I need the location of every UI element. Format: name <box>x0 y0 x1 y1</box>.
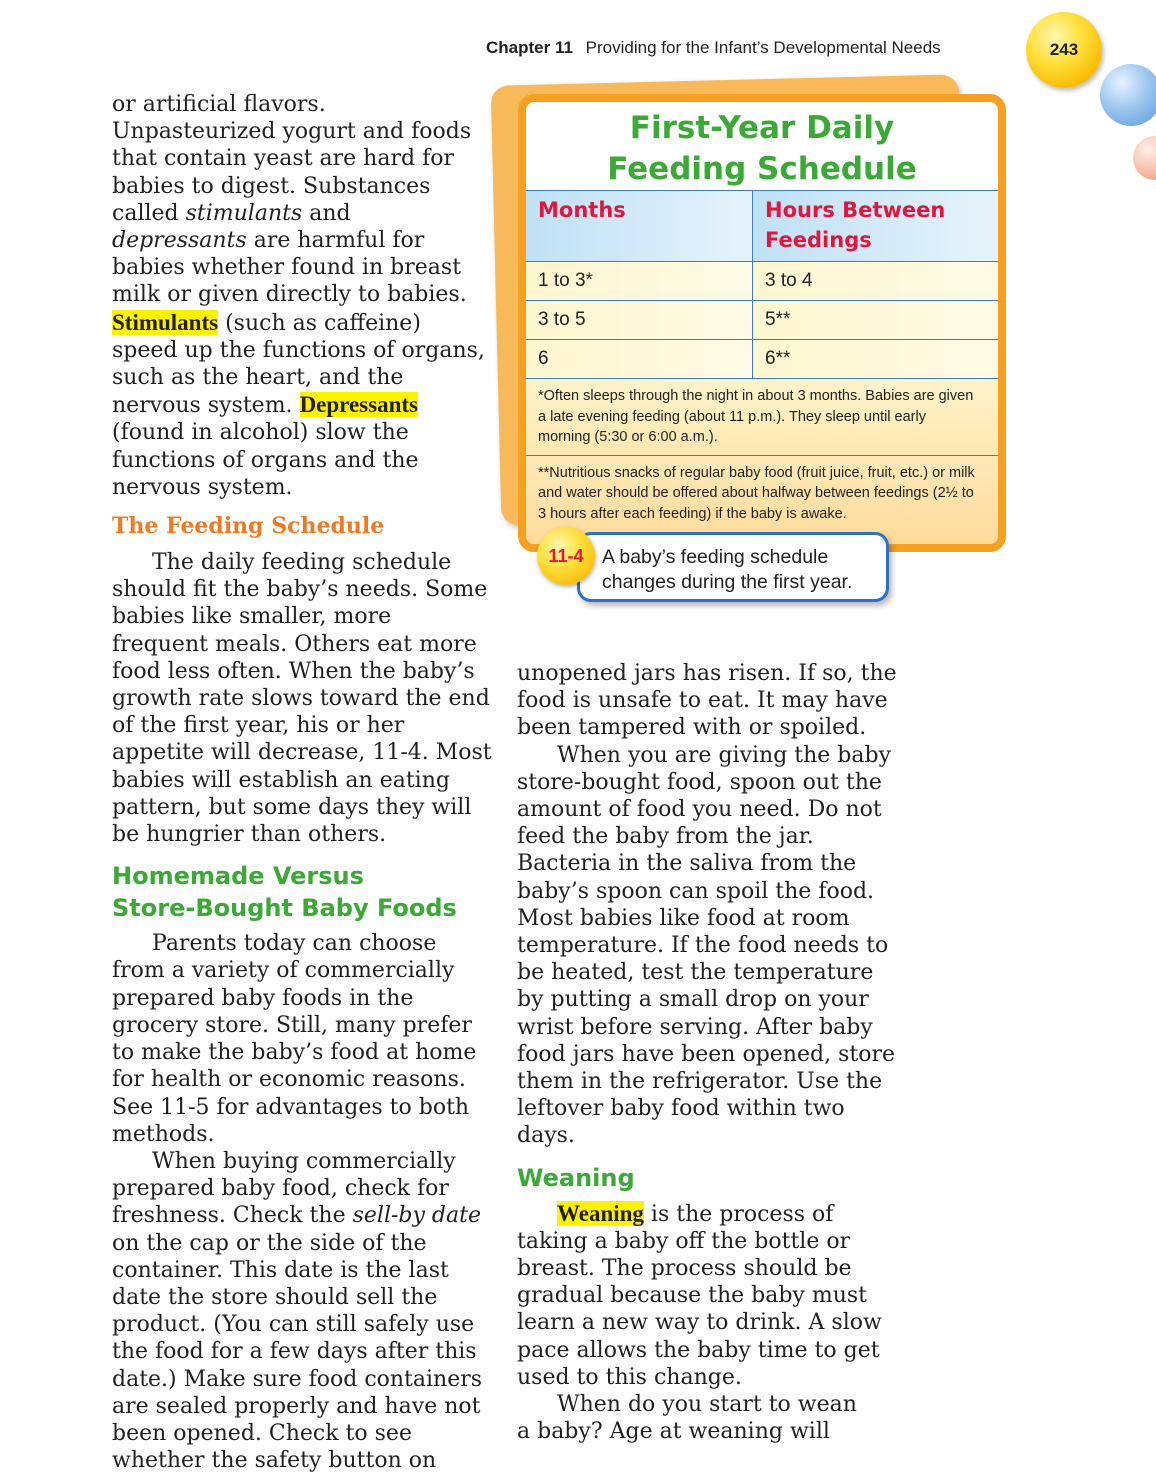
figure-number-badge <box>537 527 595 585</box>
page-number-badge <box>1026 12 1102 88</box>
running-header <box>486 38 941 58</box>
feeding-schedule-table <box>526 190 998 378</box>
decorative-blue-ball <box>1100 64 1156 126</box>
table-cell-hours: 3 to 4 <box>753 262 998 301</box>
column-header-months: Months <box>526 191 753 262</box>
paragraph-stimulants: or artificial flavors. Unpasteurized yogurt and foods that contain yeast are hard for babies to digest. Substances called stimulants and depressants are harmful for babies whether found in breast milk or given directly to babies. Stimulants (such as caffeine) speed up the functions of organs, such as the heart, and the nervous system. Depressants (found in alcohol) slow the functions of organs and the nervous system. <box>112 92 485 500</box>
right-column <box>517 660 897 1445</box>
left-column <box>112 91 492 1474</box>
key-term-stimulants: Stimulants <box>112 309 219 335</box>
paragraph-unopened-jars: unopened jars has risen. If so, the food is unsafe to eat. It may have been tampered with or spoiled. <box>517 661 897 741</box>
table-cell-hours: 5** <box>753 301 998 340</box>
column-header-hours: Hours Between Feedings <box>753 191 998 262</box>
paragraph-buying-commercial: When buying commercially prepared baby food, check for freshness. Check the sell-by date on the cap or the side of the container. This date is the last date the store should sell the product. (You can still safely use the food for a few days after this date.) Make sure food containers are sealed properly and have not been opened. Check to see whether the safety button on <box>112 1148 483 1474</box>
page-number: 243 <box>1049 40 1079 59</box>
table-row <box>526 340 998 379</box>
table-row <box>526 262 998 301</box>
key-term-weaning: Weaning <box>557 1200 644 1226</box>
paragraph-feeding-schedule: The daily feeding schedule should fit the baby’s needs. Some babies like smaller, more frequent meals. Others eat more food less often. When the baby’s growth rate slows toward the end of the first year, his or her appetite will decrease, 11-4. Most babies will establish an eating pattern, but some days they will be hungrier than others. <box>112 550 492 848</box>
paragraph-parents-choose: Parents today can choose from a variety of commercially prepared baby foods in the grocery store. Still, many prefer to make the baby’s food at home for health or economic reasons. See 11-5 for advantages to both methods. <box>112 931 477 1147</box>
paragraph-weaning-definition: Weaning is the process of taking a baby off the bottle or breast. The process should be gradual because the baby must learn a new way to drink. A slow pace allows the baby time to get used to this change. <box>517 1200 882 1390</box>
heading-weaning: Weaning <box>517 1163 635 1192</box>
heading-feeding-schedule: The Feeding Schedule <box>112 513 385 540</box>
table-row <box>526 301 998 340</box>
table-cell-months: 6 <box>526 340 753 379</box>
table-cell-months: 3 to 5 <box>526 301 753 340</box>
table-cell-months: 1 to 3* <box>526 262 753 301</box>
table-header-row <box>526 191 998 262</box>
decorative-pink-ball <box>1133 136 1156 180</box>
table-cell-hours: 6** <box>753 340 998 379</box>
feeding-schedule-figure <box>518 94 1006 552</box>
table-footnote-snacks: **Nutritious snacks of regular baby food (fruit juice, fruit, etc.) or milk and water should be offered about halfway between feedings (2½ to 3 hours after each feeding) if the baby is awake. <box>526 455 998 553</box>
paragraph-store-bought-food: When you are giving the baby store-bought food, spoon out the amount of food you need. Do not feed the baby from the jar. Bacteria in the saliva from the baby’s spoon can spoil the food. Most babies like food at room temperature. If the food needs to be heated, test the temperature by putting a small drop on your wrist before serving. After baby food jars have been opened, store them in the refrigerator. Use the leftover baby food within two days. <box>517 742 895 1149</box>
key-term-depressants: Depressants <box>299 392 418 418</box>
chapter-title: Providing for the Infant’s Developmental Needs <box>585 38 941 57</box>
figure-title: First-Year Daily Feeding Schedule <box>607 110 917 187</box>
table-footnote-sleep: *Often sleeps through the night in about 3 months. Babies are given a late evening feeding (about 11 p.m.). They sleep until early morning (5:30 or 6:00 a.m.). <box>526 378 998 455</box>
heading-homemade-vs-store-bought: Homemade Versus Store-Bought Baby Foods <box>112 862 457 923</box>
figure-number: 11-4 <box>548 545 584 566</box>
figure-caption: A baby’s feeding schedule changes during the first year. <box>577 532 889 602</box>
chapter-label: Chapter 11 <box>486 38 573 57</box>
paragraph-when-to-wean: When do you start to wean a baby? Age at weaning will <box>517 1392 857 1445</box>
